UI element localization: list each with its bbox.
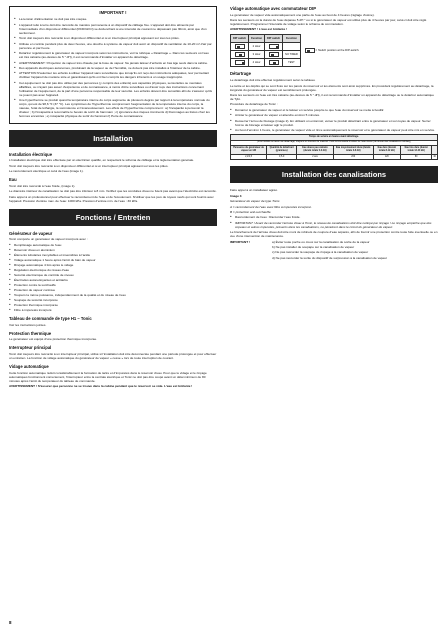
- table-header: [432, 146, 438, 155]
- dip-switch-icon: [305, 48, 315, 53]
- list-item: ● Rinçage automatique 4 fois après le vidage: [9, 263, 217, 267]
- eau-title: Eau: [9, 177, 17, 183]
- dip-cell: [283, 43, 301, 51]
- list-item: ● Protection de vapeur continue: [9, 288, 217, 292]
- dip-header: DIP switch: [265, 35, 283, 43]
- gen-title: Générateur de vapeur: [9, 230, 53, 236]
- dip-switch-icon: [269, 52, 279, 57]
- hardness-table-title: Temps de service en heures avant détartrage.: [231, 135, 438, 141]
- table-header: Eau moyennement dure (dureté totale 3-8 dH): [333, 146, 373, 155]
- right-column: [230, 6, 438, 263]
- installation-section: [9, 152, 217, 203]
- list-item: ● Utilisée en continu pendant plus de deux heures, une douche à système de vapeur doit avoir un dispositif de ventilation de 10-20 m³ d'air par personne et par heure.: [14, 42, 212, 50]
- hardness-table-sub: (Pour réduire le besoin de détartrage, toujours en fonction du matériel. Il est recommandé d'utiliser de l'eau douce (de dureté des installations mobiles)): [231, 140, 438, 146]
- canalisations-banner: Installation des canalisations: [230, 166, 438, 183]
- elec-p2: Tonic doit toujours être raccordé à un disjoncteur différentiel et à un interrupteur principal agissant sur tous les pôles.: [9, 163, 169, 168]
- hardness-table: [230, 134, 438, 160]
- dip-note-text: = Switch position at the DIP-switch.: [315, 48, 360, 53]
- dip-switch-icon: [269, 44, 279, 49]
- inter-title: Interrupteur principal: [9, 345, 52, 351]
- eau-p1: Tonic doit être raccordé à l'eau froide, (image 1).: [9, 183, 76, 188]
- vid-warn: AVERTISSEMENT ! S'assurer que personne ne se trouve dans la cabine pendant que le réservoir se vide. L'eau est brûlante !: [9, 383, 193, 388]
- list-item: ● Filtre à impuretés incorporé: [9, 308, 217, 312]
- eau-p2: Le diamètre intérieur de canalisation ne doit pas être inférieur à 8 mm. Vérifiez que les conduites d'eau ne fuient pas avant que l'électricité est raccordé.: [9, 189, 217, 194]
- dip-switch-icon: [235, 60, 245, 65]
- list-item: ● Toujours la même puissance, indépendamment de la qualité et du niveau de l'eau: [9, 293, 217, 297]
- detartrage-p3: Dans les secteurs où l'eau est très calcaire (au-dessus de 5 ° dH), il est recommandé d'installer un appareil de détartrage ou le détartrer automatique de Tylö.: [230, 92, 434, 101]
- table-cell: 200: [333, 154, 373, 160]
- canal-a-line: A = raccordement de l'eau avec filtre à impuretés incorporé.: [230, 204, 312, 209]
- dip-switch-icon: [269, 60, 279, 65]
- list-item: ● ATTENTION N'autoriser les enfants à utiliser l'appareil sans surveillance que lorsqu'ils ont reçu des instructions adéquates, leur permettant d'utiliser l'appareil de manière sûre et garantissant qu'ils ont bien compris les dangers inhérents à un usage inapproprié.: [14, 71, 212, 79]
- dip-switch-icon: [235, 52, 245, 57]
- list-item: ● Des appareils électriques autonomes, produisant de la vapeur ou de l'humidité, ne doivent pas être installés à l'intérieur de la cabine.: [14, 66, 212, 70]
- dip-header: DIP switch: [231, 35, 249, 43]
- prot-title: Protection thermique: [9, 330, 52, 336]
- table-header: Quantité de détartrant (grammes): [267, 146, 297, 155]
- dip-p2: Dans les secteurs où la dureté de l'eau dépasse 5 dH ° ou si le générateur de vapeur est utilisé plus de 4 heures par jour, celui-ci doit être réglé régulièrement. Programmer l'intervalle de vidage selon le schéma de commutation.: [230, 18, 427, 27]
- canalisations-section: [230, 188, 438, 261]
- dip-cell: 3 Hour: [249, 51, 265, 59]
- canal-b-line: B = protection anti-surchauffe.: [230, 209, 272, 214]
- list-item: ● IMPORTANT ! Avant de raccorder l'arrivée d'eau à Tonic, le réseau de canalisations doit être nettoyé par rinçage ! Le rinçage empêche que des copeaux et autres impuretés, présents dans les canalisations, ne pénètrent dans le circuit du générateur de vapeur.: [230, 221, 438, 229]
- dip-cell: [265, 51, 283, 59]
- fonctions-section: [9, 231, 217, 388]
- list-item: ● Tonic doit toujours être raccordé à un disjoncteur différentiel et à un interrupteur principal apposant sur tous les pôles.: [14, 36, 212, 40]
- canal-img-label: Image 3: [230, 193, 242, 198]
- list-item: ● Protection contre la surchauffe: [9, 283, 217, 287]
- list-item: ● L'appareil relié à terre doit être raccordé de manière permanente à un dispositif de câblage fixe. L'appareil doit être alimenté par l'intermédiaire d'un disjoncteur différentiel (RCD/GFCI) se déclenchant à une intensité de courant ne dépassant pas 30mA, ainsi que d'un sectionneur.: [14, 23, 212, 35]
- list-item: b) Ne pas installer de soupape sur la canalisation de vapeur: [272, 245, 355, 250]
- canal-important-label: IMPORTANT !: [230, 239, 251, 244]
- important-box: [9, 6, 217, 124]
- canal-drain-p: Le branchement de l'arrivée d'eau doit être muni de robinets de coupure d'eau séparés, afin de fournir une protection contre toute fuite éventuelle ou en vue d'une intervention de maintenance.: [230, 230, 438, 239]
- detartrage-proc: Procédure de détartrage de Tonic :: [230, 102, 278, 107]
- list-item: c) Ne pas raccorder la soupape de rinçage à la canalisation de vapeur: [272, 250, 369, 255]
- tab-p: Voir les instructions jointes.: [9, 322, 47, 327]
- dip-header: Function: [283, 35, 301, 43]
- dip-warn: AVERTISSEMENT ! L'eau est brûlante !: [230, 27, 288, 32]
- dip-cell: TEST: [283, 59, 301, 67]
- list-item: ● Arrêter le générateur de vapeur et attendre environ 5 minutes.: [230, 113, 438, 117]
- list-item: ● Protection thermique incorporée: [9, 303, 217, 307]
- list-item: ● Une hyperthermie se produit quand la température interne du corps augmente de plusieurs degrés par rapport à la température normale du corps, qui est de 98,6 °F (37 °C). Les symptômes de l'hyperthermie comprennent l'augmentation de la température interne du corps, la nausée, l'état de léthargie, la somnolence et l'évanouissement. Les effets de l'hyperthermie comprennent : a) l'incapacité à percevoir la chaleur ; b) l'incapacité à reconnaître le besoin de sortir du hammam ; c) ignorance des risques imminents d) Dommages au fœtus chez les femmes enceintes ; e) incapacité physique de sortir du hammam f) Perte de connaissance: [14, 98, 212, 118]
- dip-cell: [265, 59, 283, 67]
- page-number: 8: [9, 620, 12, 625]
- list-item: ● Desserrer l'écrou de blocage (image 2). En utilisant un entonnoir, verser le produit détartrant entre le générateur et son tuyau de vapeur. Serrer l'écrou de blocage et laisser agir le produit.: [230, 119, 438, 127]
- vid-p: Cette fonction automatique réduit considérablement la formation de tartre et d'impuretés dans le réservoir d'eau. Pour que le vidage et le rinçage automatiques fonctionnent correctement, l'interrupteur entre la centrale électrique et Tonic ne doit pas être coupé avant un délai minimum de 80 minutes après l'arrêt du températeur du tableau de commande.: [9, 370, 207, 383]
- list-item: ● Vidage automatique 1 heure après l'arrêt du bain de vapeur: [9, 258, 217, 262]
- dip-switch-icon: [235, 44, 245, 49]
- canal-img-sub: Générateur de vapeur de type Tonic.: [230, 199, 281, 204]
- gen-list: [9, 243, 217, 312]
- elec-p1: L'installation électrique doit être effectuée par un électricien qualifié, en respectant le schéma de câblage et la réglementation générale.: [9, 158, 195, 163]
- list-item: a) Éviter toute poche ou creux sur la canalisation de sortie de la vapeur: [272, 239, 370, 244]
- dip-switch-area: [230, 34, 438, 67]
- vid-title: Vidage automatique: [9, 363, 49, 369]
- dip-p1: Le générateur de vapeur vide automatiquement une partie de l'eau au bout de 4 heures (réglage d'usine).: [230, 12, 375, 17]
- table-header: Eau très dure (dureté totale 12-20 dH): [401, 146, 432, 155]
- list-item: ● Électrodes autonettoyantes et antitartre: [9, 278, 217, 282]
- list-item: ● Cet équipement ne doit pas être utilisé par des personnes (y compris des enfants) aux capacités physiques, sensorielles ou mentales affaiblies, ou n'ayant pas assez d'expérience et de connaissance, à moins d'être surveillées ou d'avoir reçu des instructions concernant l'utilisation de l'équipement, de la part d'une personne responsable de leur sécurité. Les enfants doivent être surveillés afin de s'assurer qu'ils ne jouent pas avec l'appareil.: [14, 81, 212, 97]
- dip-note: [305, 48, 360, 53]
- dip-switch-table: [230, 34, 301, 67]
- canal-important-items: [272, 240, 438, 262]
- table-header: Puissance du générateur de vapeur en kW: [231, 146, 267, 155]
- table-header: Eau dure (dureté totale 8-12 dH): [373, 146, 400, 155]
- list-item: ● Raccordement de l'eau : Raccorder l'eau froide.: [230, 215, 438, 219]
- table-cell: 0,5-9: [267, 154, 297, 160]
- dip-cell: [265, 43, 283, 51]
- left-column: [9, 6, 217, 390]
- list-item: ● AVERTISSEMENT ! Projection de vapeur très chaude par la buse de vapeur. Ne jamais laisser d'enfants en bas âge seuls dans la cabine.: [14, 61, 212, 65]
- list-item: ● Éléments tubulaires inoxydables et insensibles à l'acide: [9, 253, 217, 257]
- dip-cell: [231, 59, 249, 67]
- table-header: Eau douce peu calcaire (dureté totale 0-3 dH): [297, 146, 334, 155]
- canal-steps: [230, 215, 438, 228]
- dip-header: Function: [249, 35, 265, 43]
- dip-cell: 4 Hour: [249, 59, 265, 67]
- canal-intro: Faire appel à un installateur agréé.: [230, 188, 278, 193]
- table-cell: 40: [432, 154, 438, 160]
- list-item: ● Au bout d'environ 1 heure, le générateur de vapeur vide et rince automatiquement le réservoir et le générateur de vapeur peut être mis en service.: [230, 128, 438, 132]
- canal-important: [230, 240, 438, 262]
- list-item: ● Régulation électronique du niveau d'eau: [9, 268, 217, 272]
- list-item: ● Soupape de sécurité incorporée: [9, 298, 217, 302]
- list-item: ● Démarrer le générateur de vapeur et le laisser en service jusqu'à ce que l'eau du réservoir se mette à bouillir.: [230, 108, 438, 112]
- tab-title: Tableau de commande de type H1 – Tonic: [9, 315, 92, 321]
- elec-p3: Le raccordement électrique et celui de l'eau (image 1).: [9, 169, 84, 174]
- inter-p: Tonic doit toujours être raccordé à un interrupteur principal, utilisé si l'installation doit être déconnectée pendant une période prolongée et pour effectuer un entretien. La fonction de vidage automatique du générateur de vapeur « cesse » lors de toute interruption de courant.: [9, 351, 217, 360]
- table-cell: 2 ans: [297, 154, 334, 160]
- important-list: [14, 17, 212, 118]
- detartrage-p1: Le détartrage doit être effectué régulièrement selon le tableau.: [230, 78, 316, 83]
- list-item: d) Ne pas raccorder la sortie du dispositif de surpression à la canalisation de vapeur: [272, 255, 388, 260]
- detartrage-steps: [230, 108, 438, 132]
- table-cell: 120: [373, 154, 400, 160]
- installation-banner: Installation: [9, 130, 217, 147]
- list-item: ● La tension d'alimentation ne doit pas être coupée.: [14, 17, 212, 21]
- gen-intro: Tonic comporte un générateur de vapeur incorporé avec :: [9, 237, 88, 242]
- dip-cell: 2 Hour: [249, 43, 265, 51]
- list-item: ● Sécurité électronique de contrôle de niveau: [9, 273, 217, 277]
- list-item: ● Détartrer régulièrement le générateur de vapeur incorporé selon les instructions, voir la rubrique « Détartrage ». Dans les secteurs où l'eau est très calcaire (au-dessus de 5 ° dH), il est recommandé d'installer un appareil de détartrage.: [14, 51, 212, 59]
- dip-title: Vidage automatique avec commutateur DIP: [230, 6, 317, 11]
- list-item: ● Remplissage automatique de l'eau: [9, 243, 217, 247]
- eau-p3: Faire appel à un professionnel pour effectuer le raccordement de l'eau et de l'écoulement. N'utiliser que les joux de tuyaux neufs qui sont fournis avec l'appareil. Pression d'entrée max. de l'eau: 1000 kPa. Pression d'entrée min. de l'eau : 30 kPa.: [9, 194, 214, 203]
- prot-p: Le générateur est équipé d'une protection thermique incorporée.: [9, 337, 98, 342]
- dip-cell: NO TIMER: [283, 51, 301, 59]
- detartrage-p2: Le tartre et les dépôts qui se sont fixés sur les parois du réservoir et les éléments sont ainsi supprimés. En procédant régulièrement au détartrage, la longévité du générateur de vapeur est sensiblement prolongée.: [230, 83, 434, 92]
- elec-title: Installation électrique: [9, 151, 53, 157]
- list-item: ● Réservoir d'eau en aluminium: [9, 248, 217, 252]
- table-cell: 80: [401, 154, 432, 160]
- fonctions-banner: Fonctions / Entretien: [9, 209, 217, 226]
- table-cell: 2,2/4,5: [231, 154, 267, 160]
- detartrage-title: Détartrage: [230, 71, 251, 77]
- dip-cell: [231, 43, 249, 51]
- important-title: IMPORTANT !: [99, 10, 127, 15]
- dip-cell: [231, 51, 249, 59]
